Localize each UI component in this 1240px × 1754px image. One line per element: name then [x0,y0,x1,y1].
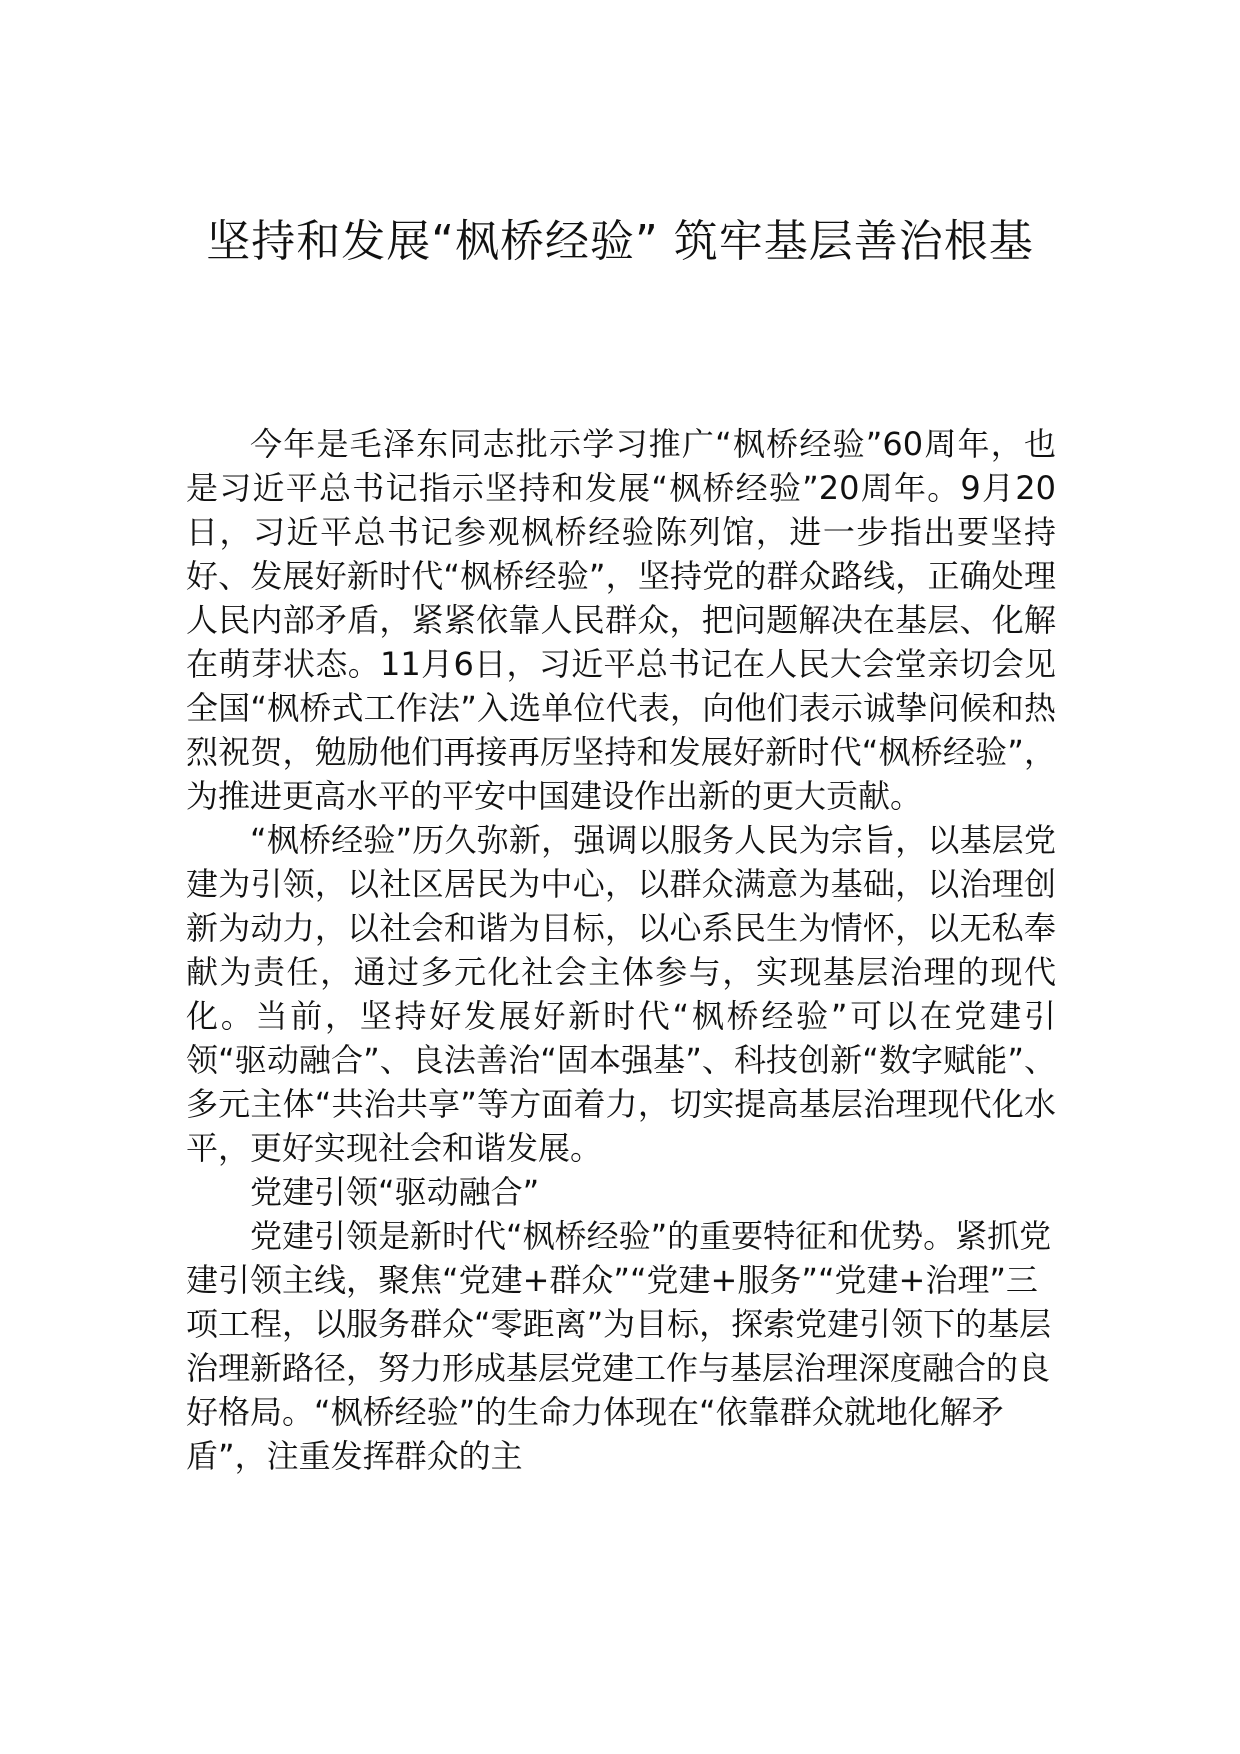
paragraph-intro: 今年是毛泽东同志批示学习推广“枫桥经验”60周年，也是习近平总书记指示坚持和发展“枫桥经验”20周年。9月20日，习近平总书记参观枫桥经验陈列馆，进一步指出要坚持好、发展好新时代“枫桥经验”，坚持党的群众路线，正确处理人民内部矛盾，紧紧依靠人民群众，把问题解决在基层、化解在萌芽状态。11月6日，习近平总书记在人民大会堂亲切会见全国“枫桥式工作法”入选单位代表，向他们表示诚挚问候和热烈祝贺，勉励他们再接再厉坚持和发展好新时代“枫桥经验”，为推进更高水平的平安中国建设作出新的更大贡献。 [186,425,1056,815]
document-body [186,422,1056,1478]
section-heading: 党建引领“驱动融合” [250,1173,540,1211]
document-title: 坚持和发展“枫桥经验” 筑牢基层善治根基 [206,216,1034,267]
paragraph-overview: “枫桥经验”历久弥新，强调以服务人民为宗旨，以基层党建为引领，以社区居民为中心，以群众满意为基础，以治理创新为动力，以社会和谐为目标，以心系民生为情怀，以无私奉献为责任，通过多元化社会主体参与，实现基层治理的现代化。当前，坚持好发展好新时代“枫桥经验”可以在党建引领“驱动融合”、良法善治“固本强基”、科技创新“数字赋能”、多元主体“共治共享”等方面着力，切实提高基层治理现代化水平，更好实现社会和谐发展。 [186,821,1056,1167]
paragraph-party-building: 党建引领是新时代“枫桥经验”的重要特征和优势。紧抓党建引领主线，聚焦“党建+群众”“党建+服务”“党建+治理”三项工程，以服务群众“零距离”为目标，探索党建引领下的基层治理新路径，努力形成基层党建工作与基层治理深度融合的良好格局。“枫桥经验”的生命力体现在“依靠群众就地化解矛盾”，注重发挥群众的主 [186,1217,1052,1475]
